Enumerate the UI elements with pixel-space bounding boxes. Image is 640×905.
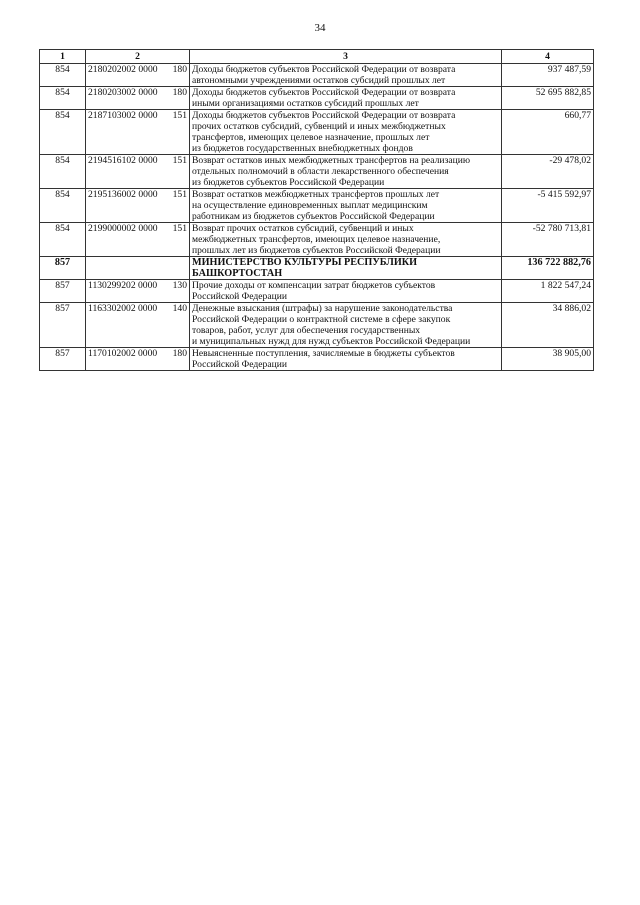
admin-code-cell: 854 xyxy=(40,223,86,257)
amount-cell: 660,77 xyxy=(502,110,594,155)
revenue-code: 2180203002 0000 xyxy=(88,87,158,98)
revenue-code-cell xyxy=(86,110,190,155)
table-row xyxy=(40,280,594,303)
amount-cell: -52 780 713,81 xyxy=(502,223,594,257)
revenue-code-cell xyxy=(86,303,190,348)
revenue-code-cell xyxy=(86,87,190,110)
revenue-code: 1130299202 0000 xyxy=(88,280,158,291)
table-row xyxy=(40,189,594,223)
revenue-code-cell xyxy=(86,348,190,371)
amount-cell: 937 487,59 xyxy=(502,64,594,87)
revenue-name-cell: МИНИСТЕРСТВО КУЛЬТУРЫ РЕСПУБЛИКИ БАШКОРТОСТАН xyxy=(190,257,502,280)
revenue-name-cell: Прочие доходы от компенсации затрат бюджетов субъектов Российской Федерации xyxy=(190,280,502,303)
table-row xyxy=(40,257,594,280)
revenue-name-cell: Невыясненные поступления, зачисляемые в бюджеты субъектов Российской Федерации xyxy=(190,348,502,371)
table-row xyxy=(40,348,594,371)
revenue-code-suffix: 151 xyxy=(172,223,187,234)
table-body xyxy=(40,64,594,371)
amount-cell: 1 822 547,24 xyxy=(502,280,594,303)
revenue-name-cell: Доходы бюджетов субъектов Российской Федерации от возврата иными организациями остатков субсидий прошлых лет xyxy=(190,87,502,110)
revenue-name-cell: Доходы бюджетов субъектов Российской Федерации от возврата автономными учреждениями остатков субсидий прошлых лет xyxy=(190,64,502,87)
revenue-code-suffix: 151 xyxy=(172,110,187,121)
revenue-code-suffix: 180 xyxy=(172,87,187,98)
column-header: 2 xyxy=(86,50,190,64)
revenue-code-cell xyxy=(86,223,190,257)
column-header: 3 xyxy=(190,50,502,64)
page-number: 34 xyxy=(314,22,326,34)
revenue-code-suffix: 151 xyxy=(172,189,187,200)
revenue-name-cell: Денежные взыскания (штрафы) за нарушение законодательства Российской Федерации о контрактной системе в сфере закупок товаров, работ, услуг для обеспечения государственных и муниципальных нужд для нужд субъектов Российской Федерации xyxy=(190,303,502,348)
revenue-code-cell xyxy=(86,155,190,189)
column-header: 4 xyxy=(502,50,594,64)
table-row xyxy=(40,223,594,257)
revenue-code: 1170102002 0000 xyxy=(88,348,158,359)
table-row xyxy=(40,64,594,87)
amount-cell: 136 722 882,76 xyxy=(502,257,594,280)
revenue-code-suffix: 140 xyxy=(172,303,187,314)
admin-code-cell: 854 xyxy=(40,155,86,189)
revenue-code-suffix: 130 xyxy=(172,280,187,291)
amount-cell: 38 905,00 xyxy=(502,348,594,371)
admin-code-cell: 854 xyxy=(40,64,86,87)
revenue-code-suffix: 151 xyxy=(172,155,187,166)
table-row xyxy=(40,303,594,348)
revenue-code-suffix: 180 xyxy=(172,64,187,75)
revenue-code: 2199000002 0000 xyxy=(88,223,158,234)
amount-cell: 52 695 882,85 xyxy=(502,87,594,110)
revenue-name-cell: Возврат остатков иных межбюджетных трансфертов на реализацию отдельных полномочий в области лекарственного обеспечения из бюджетов субъектов Российской Федерации xyxy=(190,155,502,189)
table-row xyxy=(40,87,594,110)
admin-code-cell: 857 xyxy=(40,348,86,371)
revenue-name-cell: Возврат остатков межбюджетных трансфертов прошлых лет на осуществление единовременных выплат медицинским работникам из бюджетов субъектов Российской Федерации xyxy=(190,189,502,223)
revenue-code-cell xyxy=(86,280,190,303)
revenue-code-cell xyxy=(86,64,190,87)
admin-code-cell: 857 xyxy=(40,257,86,280)
table-header-row xyxy=(40,50,594,64)
table-row xyxy=(40,110,594,155)
admin-code-cell: 857 xyxy=(40,280,86,303)
admin-code-cell: 857 xyxy=(40,303,86,348)
amount-cell: -29 478,02 xyxy=(502,155,594,189)
admin-code-cell: 854 xyxy=(40,87,86,110)
budget-table xyxy=(39,49,594,371)
revenue-name-cell: Доходы бюджетов субъектов Российской Федерации от возврата прочих остатков субсидий, субвенций и иных межбюджетных трансфертов, имеющих целевое назначение, прошлых лет из бюджетов государственных внебюджетных фондов xyxy=(190,110,502,155)
revenue-code: 2187103002 0000 xyxy=(88,110,158,121)
revenue-code-cell xyxy=(86,189,190,223)
admin-code-cell: 854 xyxy=(40,110,86,155)
column-header: 1 xyxy=(40,50,86,64)
revenue-code-suffix: 180 xyxy=(172,348,187,359)
amount-cell: -5 415 592,97 xyxy=(502,189,594,223)
revenue-name-cell: Возврат прочих остатков субсидий, субвенций и иных межбюджетных трансфертов, имеющих целевое назначение, прошлых лет из бюджетов субъектов Российской Федерации xyxy=(190,223,502,257)
revenue-code: 2194516102 0000 xyxy=(88,155,158,166)
revenue-code: 2195136002 0000 xyxy=(88,189,158,200)
revenue-code-cell xyxy=(86,257,190,280)
revenue-code: 1163302002 0000 xyxy=(88,303,158,314)
table-row xyxy=(40,155,594,189)
revenue-code: 2180202002 0000 xyxy=(88,64,158,75)
admin-code-cell: 854 xyxy=(40,189,86,223)
amount-cell: 34 886,02 xyxy=(502,303,594,348)
